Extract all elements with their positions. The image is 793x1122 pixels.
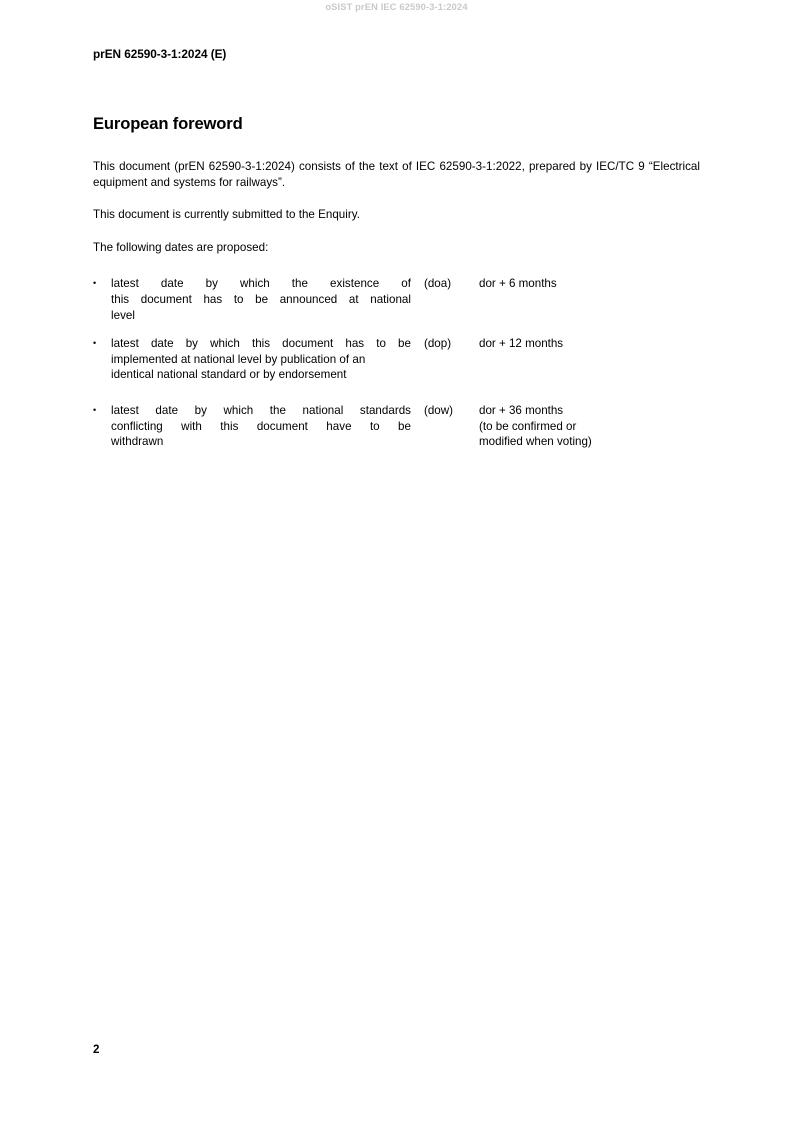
date-description-line: latest date by which the national standards (111, 403, 411, 417)
date-value (466, 336, 700, 352)
bullet-marker (93, 276, 111, 292)
date-description-line: this document has to be announced at national (111, 292, 411, 306)
page-number: 2 (93, 1043, 100, 1056)
content-column (93, 0, 700, 450)
bullet-icon: • (93, 404, 97, 415)
date-description-line: conflicting with this document have to be (111, 419, 411, 433)
document-reference: prEN 62590-3-1:2024 (E) (93, 47, 227, 61)
bullet-icon: • (93, 278, 97, 289)
date-description-line: latest date by which this document has to be (111, 337, 411, 351)
list-item (93, 403, 700, 450)
list-item (93, 276, 700, 323)
foreword-paragraph-2: This document is currently submitted to the Enquiry. (93, 208, 360, 222)
date-description (111, 276, 411, 323)
date-value-line: dor + 12 months (479, 337, 564, 351)
date-value (466, 276, 700, 292)
date-description-line: latest date by which the existence of (111, 277, 411, 291)
list-item (93, 336, 700, 383)
date-description-line: identical national standard or by endorsement (111, 368, 347, 382)
bullet-marker (93, 336, 111, 352)
date-value-line: dor + 36 months (479, 403, 564, 417)
date-description-line: withdrawn (111, 435, 164, 449)
date-value-line: modified when voting) (479, 435, 592, 449)
bullet-icon: • (93, 338, 97, 349)
date-value-line: dor + 6 months (479, 277, 557, 291)
date-value (466, 403, 700, 450)
date-code: (dop) (424, 337, 452, 351)
date-description-line: level (111, 308, 135, 322)
date-description-line: implemented at national level by publication of an (111, 352, 366, 366)
date-code: (doa) (424, 277, 452, 291)
date-description (111, 336, 411, 383)
date-code: (dow) (424, 403, 453, 417)
proposed-dates-list (93, 255, 700, 449)
running-header-watermark: oSIST prEN IEC 62590-3-1:2024 (325, 2, 468, 12)
bullet-marker (93, 403, 111, 419)
foreword-paragraph-1: This document (prEN 62590-3-1:2024) consists of the text of IEC 62590-3-1:2022, prepared by IEC/TC 9 “Electrical equipment and systems for railways”. (93, 160, 700, 189)
date-description (111, 403, 411, 450)
date-value-line: (to be confirmed or (479, 419, 577, 433)
foreword-paragraph-3: The following dates are proposed: (93, 240, 269, 254)
page-title: European foreword (93, 114, 243, 133)
